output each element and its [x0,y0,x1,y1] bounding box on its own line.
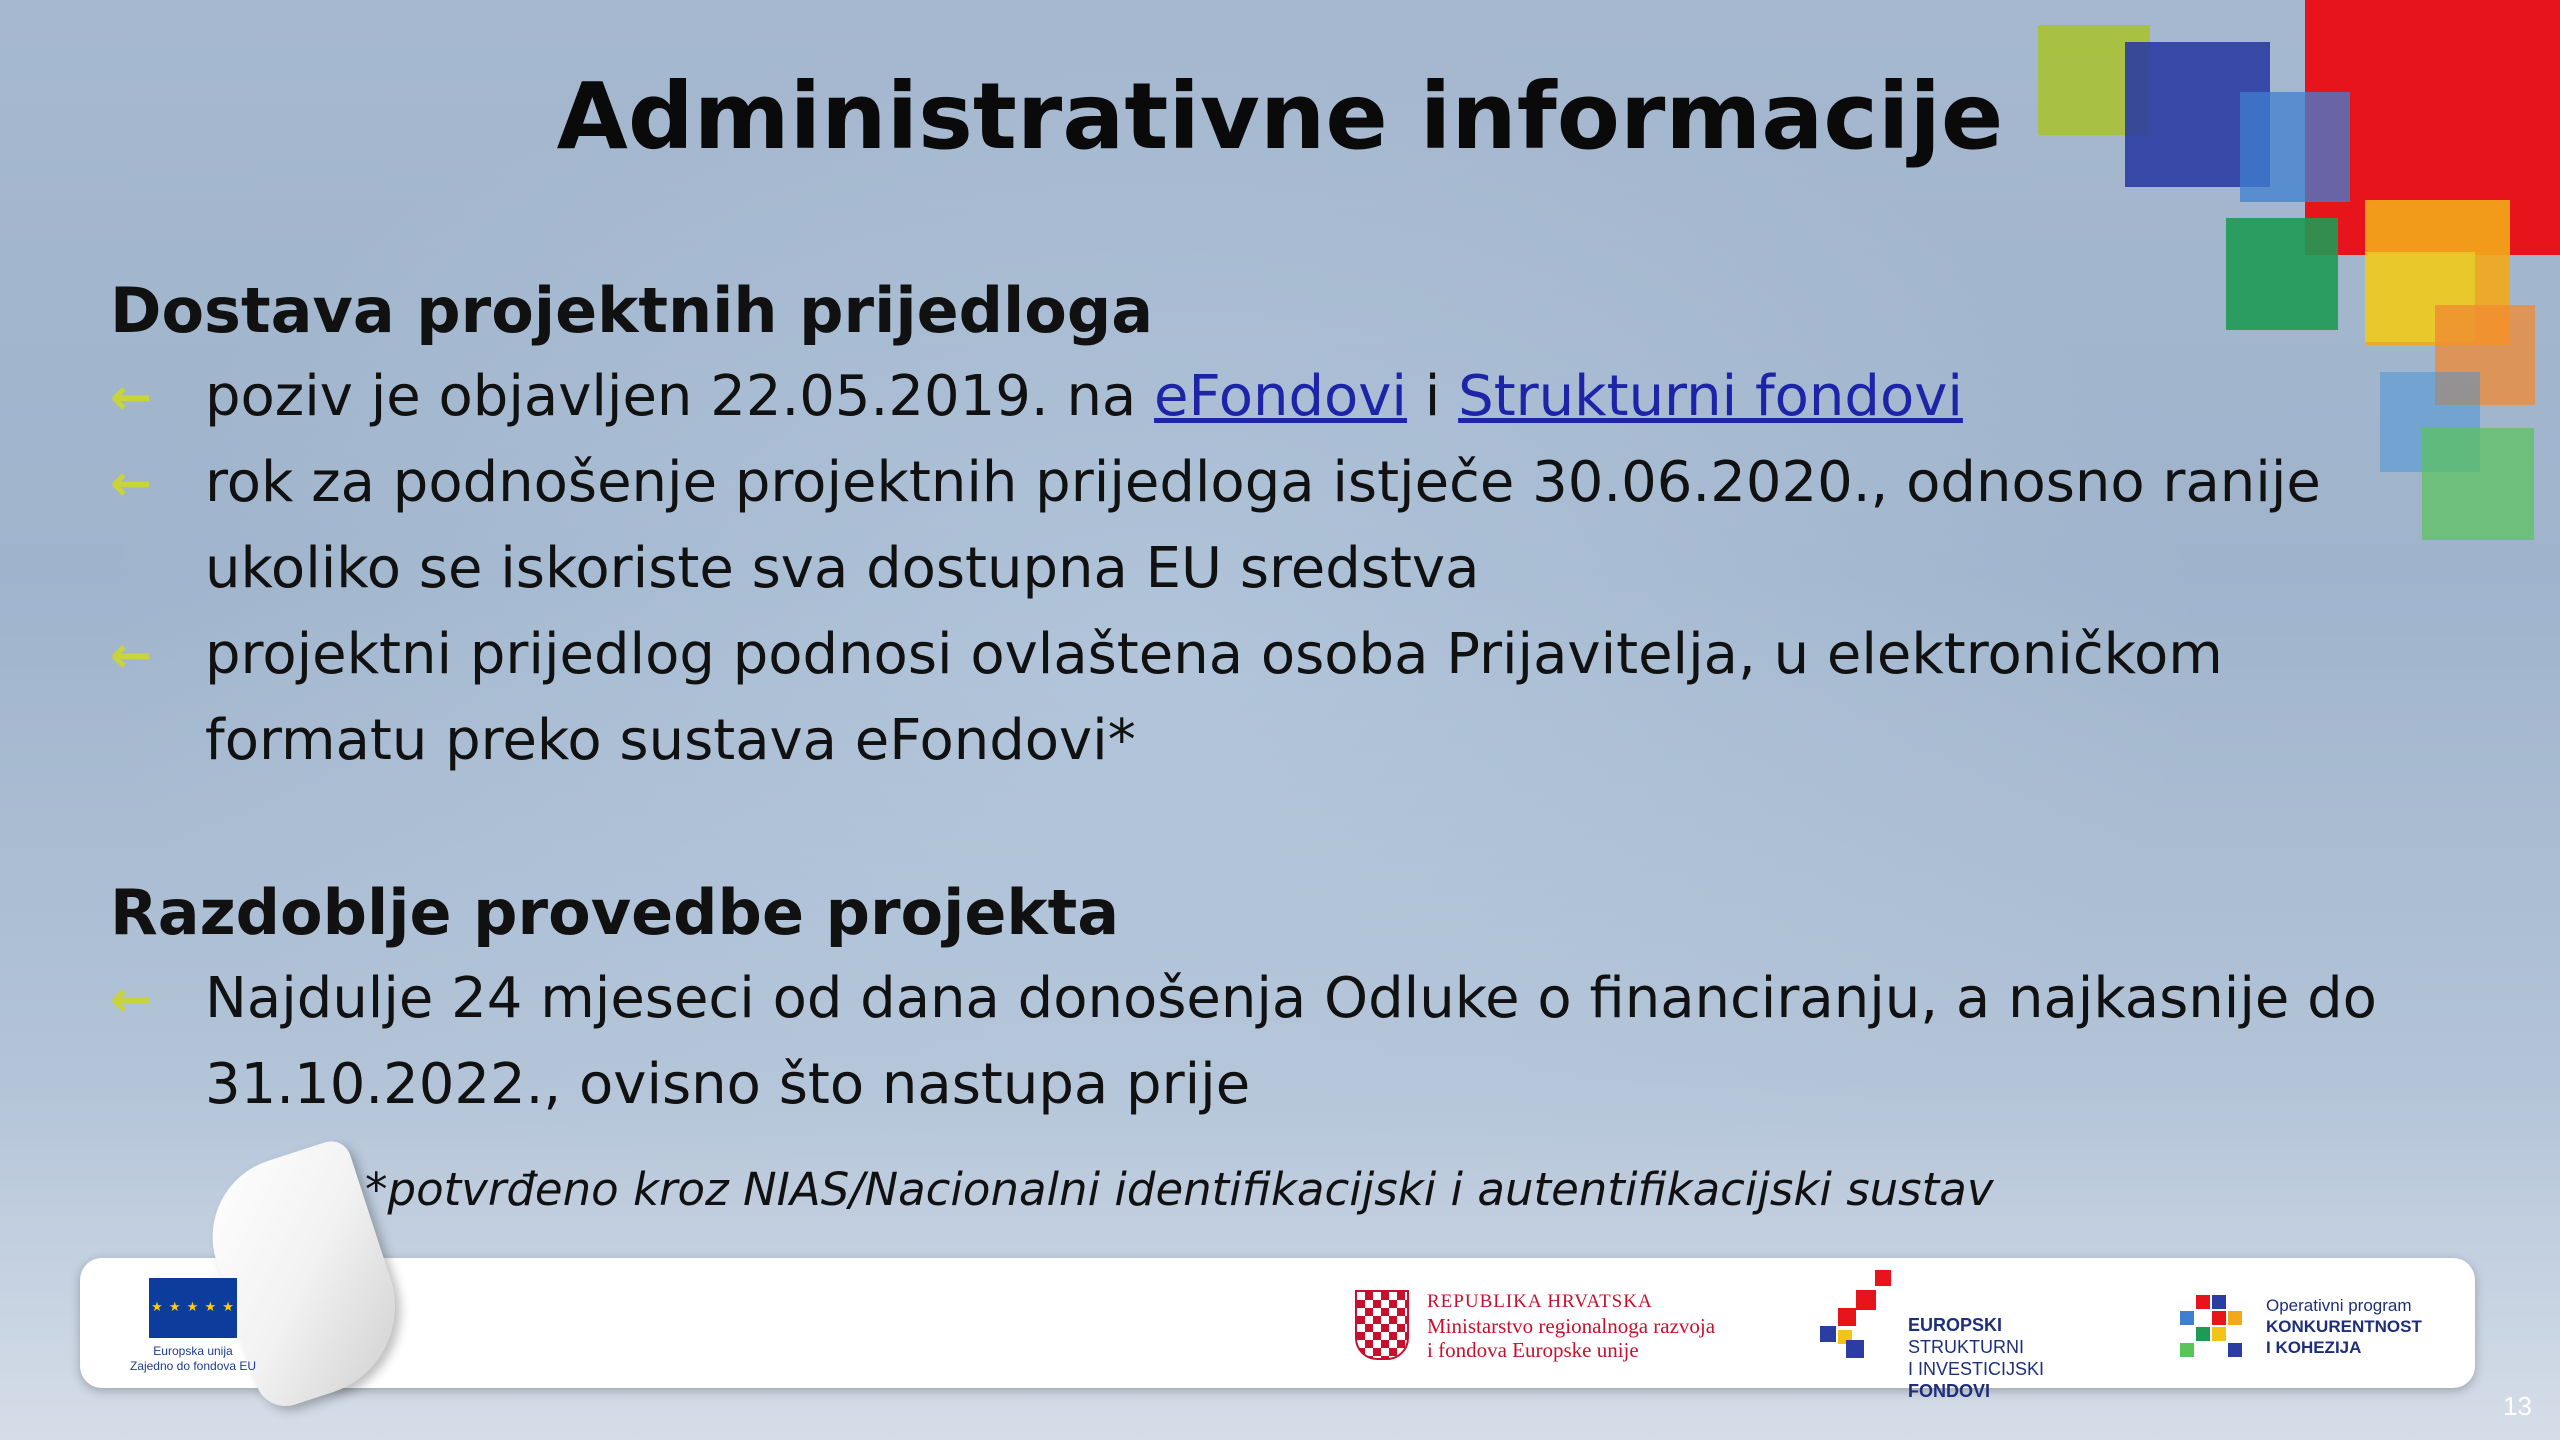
list-item [110,956,2430,1128]
section-heading-implementation: Razdoblje provedbe projekta [110,876,1120,949]
eu-flag-icon: ★ ★ ★ ★ ★ [149,1278,237,1338]
footnote: *potvrđeno kroz NIAS/Nacionalni identifikacijski i autentifikacijski sustav [365,1163,1994,1216]
opk-squares-icon [2180,1295,2244,1359]
section-heading-submission: Dostava projektnih prijedloga [110,274,1154,347]
strukturni-fondovi-link[interactable]: Strukturni fondovi [1458,364,1963,429]
bullet-text: poziv je objavljen 22.05.2019. na [205,364,1155,429]
opk-logo-line1: Operativni program [2266,1296,2412,1315]
opk-logo-line3: I KOHEZIJA [2266,1338,2362,1357]
esif-logo-rest2: I INVESTICIJSKI [1908,1359,2045,1379]
bullet-text: rok za podnošenje projektnih prijedloga istječe 30.06.2020., odnosno ranije ukoliko se iskoriste sva dostupna EU sredstva [205,450,2321,601]
page-number: 13 [2503,1391,2532,1421]
arrow-left-icon: ← [110,970,152,1028]
efondovi-link[interactable]: eFondovi [1154,364,1407,429]
ministry-logo-line2: Ministarstvo regionalnoga razvoja [1427,1314,1716,1338]
opk-logo-line2: KONKURENTNOST [2266,1317,2422,1336]
esif-logo-bold1: EUROPSKI [1908,1315,2003,1335]
eu-logo-line1: Europska unija [153,1344,233,1358]
list-item [110,440,2430,612]
bullet-text: projektni prijedlog podnosi ovlaštena osoba Prijavitelja, u elektroničkom formatu preko sustava eFondovi* [205,622,2223,773]
arrow-left-icon: ← [110,368,152,426]
content-body [110,268,2430,1128]
opk-logo [2180,1295,2422,1359]
eu-logo [118,1278,268,1374]
ministry-logo [1355,1290,1715,1362]
esif-logo-bold2: FONDOVI [1908,1381,1991,1401]
esif-logo [1820,1270,2120,1401]
bullet-text-connector: i [1406,364,1459,429]
arrow-left-icon: ← [110,626,152,684]
ministry-logo-line1: REPUBLIKA HRVATSKA [1427,1291,1653,1312]
bullet-text: Najdulje 24 mjeseci od dana donošenja Odluke o financiranju, a najkasnije do 31.10.2022., ovisno što nastupa prije [205,966,2377,1117]
list-item [110,354,2430,440]
arrow-left-icon: ← [110,454,152,512]
list-item [110,612,2430,784]
croatian-coat-of-arms-icon [1355,1290,1409,1360]
eu-logo-line2: Zajedno do fondova EU [129,1359,257,1373]
ministry-logo-line3: i fondova Europske unije [1427,1338,1639,1362]
page-title: Administrativne informacije [556,63,2004,170]
esif-logo-rest1: STRUKTURNI [1908,1337,2024,1357]
